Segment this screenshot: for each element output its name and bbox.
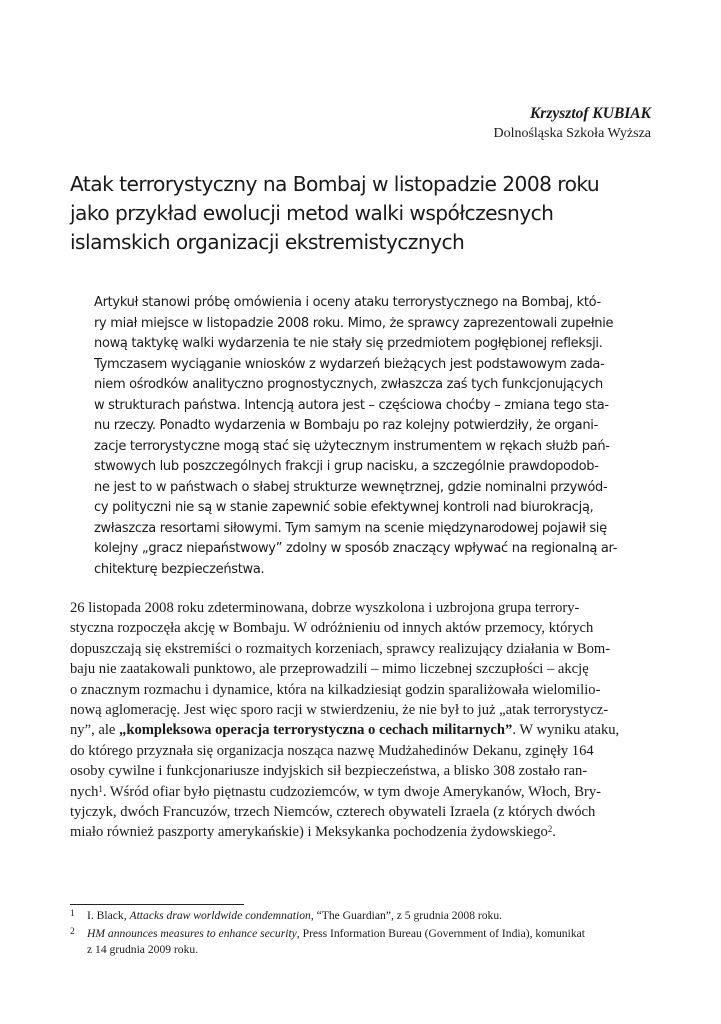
body-line [70, 720, 652, 740]
abstract-line: Artykuł stanowi próbę omówienia i oceny ataku terrorystycznego na Bombaj, któ- [94, 295, 601, 310]
footnote-ref-2[interactable]: 2 [547, 824, 553, 835]
body-line: 26 listopada 2008 roku zdeterminowana, dobrze wyszkolona i uzbrojona grupa terrory- [70, 600, 580, 616]
abstract-line: chitekturę bezpieczeństwa. [94, 561, 265, 577]
body-line: nową aglomerację. Jest więc sporo racji w stwierdzeniu, że nie był to już „atak terrorystycz- [70, 702, 609, 719]
abstract-line: zacje terrorystyczne mogą stać się użytecznym instrumentem w rękach służb pań- [94, 438, 610, 454]
footnote-2 [70, 926, 652, 958]
cited-title: HM announces measures to enhance security [87, 927, 297, 940]
body-line [70, 782, 652, 802]
title-line: jako przykład ewolucji metod walki współczesnych [70, 201, 554, 225]
footnote-text: z 14 grudnia 2009 roku. [87, 943, 199, 956]
body-text-run: . Wśród ofiar było piętnastu cudzoziemców, w tym dwoje Amerykanów, Włoch, Bry- [102, 783, 601, 800]
article-title [70, 170, 670, 257]
abstract-line: ry miał miejsce w listopadzie 2008 roku. Mimo, że sprawcy zaprezentowali zupełnie [94, 315, 614, 331]
body-paragraph [70, 598, 652, 843]
body-line: osoby cywilne i funkcjonariusze indyjskich sił bezpieczeństwa, a blisko 308 zostało ran- [70, 763, 588, 780]
title-line: Atak terrorystyczny na Bombaj w listopadzie 2008 roku [70, 172, 600, 196]
title-line: islamskich organizacji ekstremistycznych [70, 230, 465, 254]
abstract-line: stwowych lub poszczególnych frakcji i grup nacisku, a szczególnie prawdopodob- [94, 459, 599, 474]
body-line: dopuszczają się ekstremiści o rozmaitych korzeniach, sprawcy realizujący działania w Bom- [70, 640, 611, 657]
body-line: o znacznym rozmachu i dynamice, która na kilkadziesiąt godzin sparaliżowała wielomilio- [70, 681, 601, 698]
footnote-number: 1 [70, 909, 75, 919]
abstract-line: nu rzeczy. Ponadto wydarzenia w Bombaju po raz kolejny potwierdziły, że organi- [94, 418, 598, 433]
body-text-run: nych [70, 783, 99, 800]
footnote-text [87, 908, 652, 924]
body-line: tyjczyk, dwóch Francuzów, trzech Niemców, czterech obywateli Izraela (z których dwóch [70, 804, 596, 821]
footnote-ref-1[interactable]: 1 [98, 783, 103, 794]
abstract-line: nową taktykę walki wydarzenia te nie stały się przedmiotem pogłębionej refleksji. [94, 336, 603, 351]
body-text-run: . [552, 824, 556, 841]
body-text-run: ny”, ale [70, 722, 120, 739]
author-block [493, 104, 651, 143]
footnotes [70, 908, 652, 960]
abstract-line: Tymczasem wyciąganie wniosków z wydarzeń bieżących jest podstawowym zada- [94, 356, 605, 372]
author-name: Krzysztof KUBIAK [529, 105, 651, 122]
body-line: do którego przyznała się organizacja nosząca nazwę Mudżahedinów Dekanu, zginęły 164 [70, 742, 594, 759]
footnote-divider [70, 904, 244, 905]
emphasized-phrase: „kompleksowa operacja terrorystyczna o cechach militarnych” [119, 722, 513, 739]
abstract-line: niem ośrodków analityczno prognostycznych, zwłaszcza zaś tych funkcjonujących [94, 377, 603, 392]
body-line [70, 822, 652, 842]
abstract [94, 293, 628, 580]
abstract-line: zwłaszcza resortami siłowymi. Tym samym na scenie międzynarodowej pojawił się [94, 520, 607, 536]
footnote-text-run: , Press Information Bureau (Government of India), komunikat [296, 927, 585, 940]
body-line: baju nie zaatakowali punktowo, ale przeprowadzili – mimo liczebnej szczupłości – akcję [70, 661, 589, 678]
abstract-line: cy polityczni nie są w stanie zapewnić sobie efektywnej kontroli nad biurokracją, [94, 500, 594, 515]
body-text-run: . W wyniku ataku, [512, 722, 620, 739]
cited-title: Attacks draw worldwide condemnation [129, 909, 311, 922]
abstract-line: w strukturach państwa. Intencją autora jest – częściowa choćby – zmiana tego sta- [94, 397, 609, 413]
footnote-number: 2 [70, 927, 75, 937]
body-line: styczna rozpoczęła akcję w Bombaju. W odróżnieniu od innych aktów przemocy, których [70, 620, 594, 637]
footnote-text [87, 926, 652, 942]
abstract-line: kolejny „gracz niepaństwowy” zdolny w sposób znaczący wpływać na regionalną ar- [94, 541, 618, 556]
footnote-text-run: I. Black, [87, 909, 130, 922]
footnote-text-run: , “The Guardian”, z 5 grudnia 2008 roku. [310, 909, 503, 922]
body-text-run: miało również paszporty amerykańskie) i Meksykanka pochodzenia żydowskiego [70, 824, 548, 841]
author-affiliation: Dolnośląska Szkoła Wyższa [493, 126, 651, 141]
abstract-line: ne jest to w państwach o słabej strukturze wewnętrznej, gdzie nominalni przywód- [94, 479, 608, 495]
footnote-1 [70, 908, 652, 924]
